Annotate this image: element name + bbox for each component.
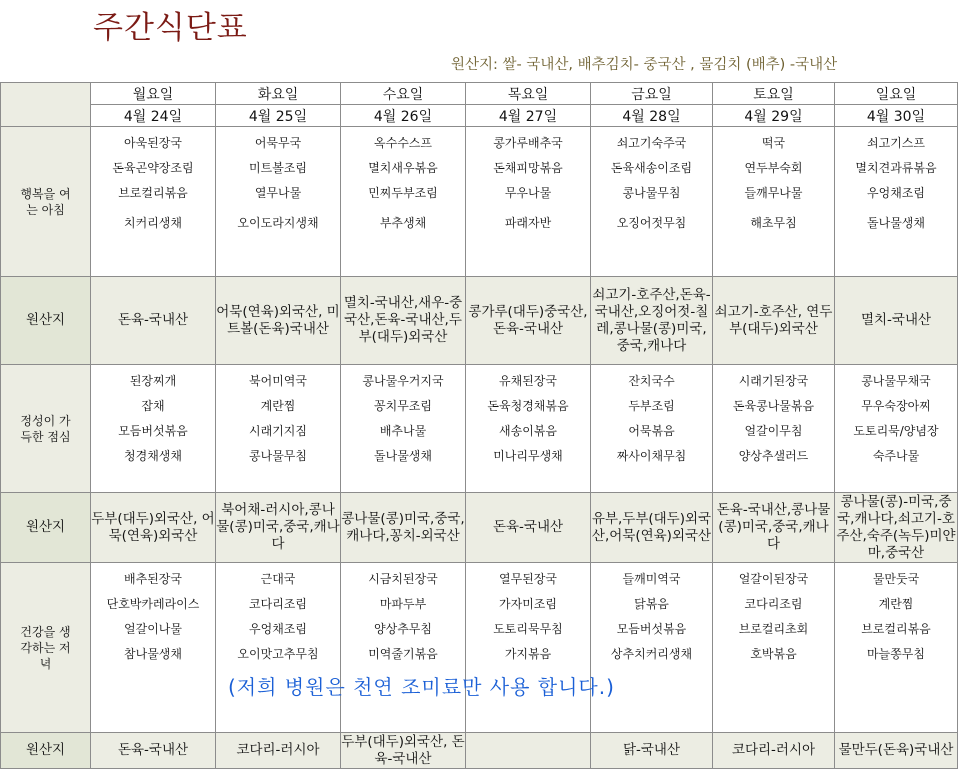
date-header: 4월 27일 (466, 105, 591, 127)
day-header: 일요일 (835, 83, 958, 105)
dish-item: 들깨미역국 (622, 572, 681, 586)
day-header: 금요일 (591, 83, 713, 105)
meal-cell (835, 563, 958, 733)
day-header-row (1, 83, 958, 105)
origin-cell: 돈육-국내산 (91, 277, 216, 365)
date-header: 4월 28일 (591, 105, 713, 127)
dish-item: 꽁치무조림 (374, 399, 432, 413)
dish-item: 북어미역국 (249, 374, 307, 388)
meal-cell (91, 365, 216, 493)
dish-item: 된장찌개 (129, 374, 177, 388)
meal-cell (91, 563, 216, 733)
origin-cell: 콩나물(콩)-미국,중국,캐나다,쇠고기-호주산,숙주(녹두)미얀마,중국산 (836, 493, 956, 561)
dish-item: 가자미조림 (499, 597, 557, 611)
meal-cell (466, 563, 591, 733)
dish-item: 떡국 (761, 136, 786, 150)
day-header: 월요일 (91, 83, 216, 105)
meal-cell (591, 365, 713, 493)
header-corner (1, 83, 91, 105)
dish-item: 양상추샐러드 (738, 449, 809, 463)
meal-cell (216, 127, 341, 277)
dish-item: 닭볶음 (634, 597, 669, 611)
day-header: 수요일 (341, 83, 466, 105)
dish-item: 도토리묵/양념장 (853, 424, 939, 438)
meal-cell (91, 127, 216, 277)
dish-item: 부추생채 (379, 216, 427, 230)
meal-cell (341, 563, 466, 733)
origin-cell: 멸치-국내산 (835, 277, 958, 365)
dish-item: 돈육콩나물볶음 (732, 399, 815, 413)
date-header: 4월 26일 (341, 105, 466, 127)
dish-item: 콩나물무침 (249, 449, 307, 463)
dish-item: 콩나물무채국 (861, 374, 931, 388)
dish-item: 단호박카레라이스 (106, 597, 200, 611)
meal-cell (466, 365, 591, 493)
dish-item: 시래기된장국 (738, 374, 809, 388)
meal-cell (713, 563, 835, 733)
meal-cell (216, 563, 341, 733)
dish-item: 미나리무생채 (493, 449, 563, 463)
origin-label: 원산지 (1, 277, 91, 365)
header-corner (1, 105, 91, 127)
origin-cell: 돈육-국내산,콩나물(콩)미국,중국,캐나다 (713, 493, 835, 563)
dish-item: 열무나물 (254, 186, 302, 200)
origin-cell: 돈육-국내산 (466, 493, 591, 563)
dish-item: 물만둣국 (872, 572, 920, 586)
dish-item: 아욱된장국 (124, 136, 182, 150)
dish-item: 얼갈이나물 (124, 622, 182, 636)
origin-label: 원산지 (1, 733, 91, 769)
dish-item: 얼갈이된장국 (738, 572, 809, 586)
dish-item: 근대국 (260, 572, 296, 586)
meal-cell (835, 127, 958, 277)
origin-cell: 두부(대두)외국산, 어묵(연육)외국산 (91, 493, 216, 563)
dish-item: 가지볶음 (504, 647, 552, 661)
origin-cell: 코다리-러시아 (713, 733, 835, 769)
dish-item: 브로컬리볶음 (118, 186, 188, 200)
meal-cell (466, 127, 591, 277)
dish-item: 미트볼조림 (249, 161, 307, 175)
weekly-menu-table (0, 82, 958, 769)
origin-cell: 코다리-러시아 (216, 733, 341, 769)
origin-cell: 물만두(돈육)국내산 (835, 733, 958, 769)
meal-row (1, 127, 958, 277)
dish-item: 치커리생채 (124, 216, 182, 230)
dish-item: 돌나물생채 (867, 216, 925, 230)
dish-item: 무우나물 (504, 186, 552, 200)
dish-item: 옥수수스프 (374, 136, 432, 150)
date-header: 4월 29일 (713, 105, 835, 127)
dish-item: 어묵무국 (254, 136, 302, 150)
meal-row (1, 563, 958, 733)
rice-kimchi-origin-note: 원산지: 쌀- 국내산, 배추김치- 중국산 , 물김치 (배추) -국내산 (451, 57, 838, 73)
date-header: 4월 30일 (835, 105, 958, 127)
dish-item: 모듬버섯볶음 (616, 622, 687, 636)
dish-item: 유채된장국 (499, 374, 557, 388)
origin-cell: 유부,두부(대두)외국산,어묵(연육)외국산 (591, 493, 713, 563)
dish-item: 오징어젓무침 (616, 216, 687, 230)
origin-cell: 콩가루(대두)중국산,돈육-국내산 (466, 277, 591, 365)
dish-item: 배추나물 (379, 424, 427, 438)
origin-cell (466, 733, 591, 769)
dish-item: 숙주나물 (872, 449, 920, 463)
origin-row (1, 277, 958, 365)
dish-item: 두부조림 (628, 399, 675, 413)
dish-item: 새송이볶음 (499, 424, 557, 438)
dish-item: 코다리조림 (744, 597, 803, 611)
meal-cell (591, 127, 713, 277)
dish-item: 모듬버섯볶음 (118, 424, 188, 438)
dish-item: 브로컬리볶음 (861, 622, 931, 636)
origin-cell: 쇠고기-호주산,돈육-국내산,오징어젓-칠레,콩나물(콩)미국,중국,캐나다 (591, 277, 713, 365)
origin-cell: 돈육-국내산 (91, 733, 216, 769)
page-title: 주간식단표 (93, 10, 248, 46)
dish-item: 도토리묵무침 (493, 622, 563, 636)
dish-item: 연두부숙회 (744, 161, 803, 175)
dish-item: 쇠고기스프 (867, 136, 925, 150)
dish-item: 마파두부 (379, 597, 427, 611)
dish-item: 민찌두부조림 (368, 186, 438, 200)
dish-item: 오이맛고추무침 (237, 647, 319, 661)
origin-cell: 닭-국내산 (591, 733, 713, 769)
dish-item: 계란찜 (878, 597, 914, 611)
dish-item: 돈육청경채볶음 (487, 399, 569, 413)
dish-item: 파래자반 (504, 216, 552, 230)
meal-cell (341, 365, 466, 493)
date-header: 4월 24일 (91, 105, 216, 127)
dish-item: 우엉채조림 (867, 186, 925, 200)
day-header: 목요일 (466, 83, 591, 105)
origin-row (1, 733, 958, 769)
dish-item: 청경채생채 (124, 449, 182, 463)
origin-cell: 북어채-러시아,콩나물(콩)미국,중국,캐나다 (216, 493, 341, 563)
dish-item: 브로컬리초회 (738, 622, 809, 636)
day-header: 토요일 (713, 83, 835, 105)
meal-cell (591, 563, 713, 733)
meal-cell (835, 365, 958, 493)
dish-item: 마늘쫑무침 (867, 647, 925, 661)
dish-item: 미역줄기볶음 (368, 647, 438, 661)
origin-row (1, 493, 958, 563)
date-header: 4월 25일 (216, 105, 341, 127)
origin-cell: 콩나물(콩)미국,중국,캐나다,꽁치-외국산 (341, 493, 466, 563)
dish-item: 호박볶음 (750, 647, 797, 661)
meal-label: 행복을 여는 아침 (1, 127, 91, 277)
dish-item: 열무된장국 (499, 572, 557, 586)
origin-cell: 멸치-국내산,새우-중국산,돈육-국내산,두부(대두)외국산 (341, 277, 466, 365)
dish-item: 잔치국수 (628, 374, 675, 388)
dish-item: 시래기지짐 (249, 424, 307, 438)
dish-item: 콩나물우거지국 (362, 374, 444, 388)
dish-item: 무우숙장아찌 (861, 399, 931, 413)
dish-item: 짜사이채무침 (616, 449, 687, 463)
dish-item: 어묵볶음 (628, 424, 675, 438)
date-header-row (1, 105, 958, 127)
dish-item: 참나물생채 (124, 647, 182, 661)
origin-cell: 어묵(연육)외국산, 미트볼(돈육)국내산 (216, 277, 341, 365)
meal-row (1, 365, 958, 493)
dish-item: 돈육곤약장조림 (112, 161, 194, 175)
dish-item: 돈육새송이조림 (610, 161, 693, 175)
dish-item: 시금치된장국 (368, 572, 438, 586)
dish-item: 잡채 (141, 399, 165, 413)
dish-item: 쇠고기숙주국 (616, 136, 687, 150)
dish-item: 들깨무나물 (744, 186, 803, 200)
meal-cell (713, 365, 835, 493)
dish-item: 멸치새우볶음 (368, 161, 438, 175)
day-header: 화요일 (216, 83, 341, 105)
dish-item: 콩가루배추국 (493, 136, 563, 150)
footer-note: (저희 병원은 천연 조미료만 사용 합니다.) (228, 675, 615, 699)
dish-item: 배추된장국 (124, 572, 182, 586)
dish-item: 콩나물무침 (622, 186, 681, 200)
dish-item: 돌나물생채 (374, 449, 432, 463)
dish-item: 우엉채조림 (249, 622, 307, 636)
meal-cell (216, 365, 341, 493)
origin-cell: 쇠고기-호주산, 연두부(대두)외국산 (713, 277, 835, 365)
dish-item: 멸치견과류볶음 (855, 161, 937, 175)
dish-item: 오이도라지생채 (237, 216, 319, 230)
dish-item: 돈채피망볶음 (493, 161, 563, 175)
meal-cell (713, 127, 835, 277)
dish-item: 얼갈이무침 (744, 424, 803, 438)
dish-item: 양상추무침 (374, 622, 432, 636)
origin-cell: 두부(대두)외국산, 돈육-국내산 (341, 733, 465, 767)
dish-item: 해초무침 (750, 216, 797, 230)
dish-item: 계란찜 (260, 399, 296, 413)
meal-cell (341, 127, 466, 277)
meal-label: 정성이 가득한 점심 (1, 365, 91, 493)
origin-label: 원산지 (1, 493, 91, 563)
meal-label: 건강을 생각하는 저녁 (1, 563, 91, 733)
dish-item: 상추치커리생채 (610, 647, 693, 661)
dish-item: 코다리조림 (249, 597, 307, 611)
